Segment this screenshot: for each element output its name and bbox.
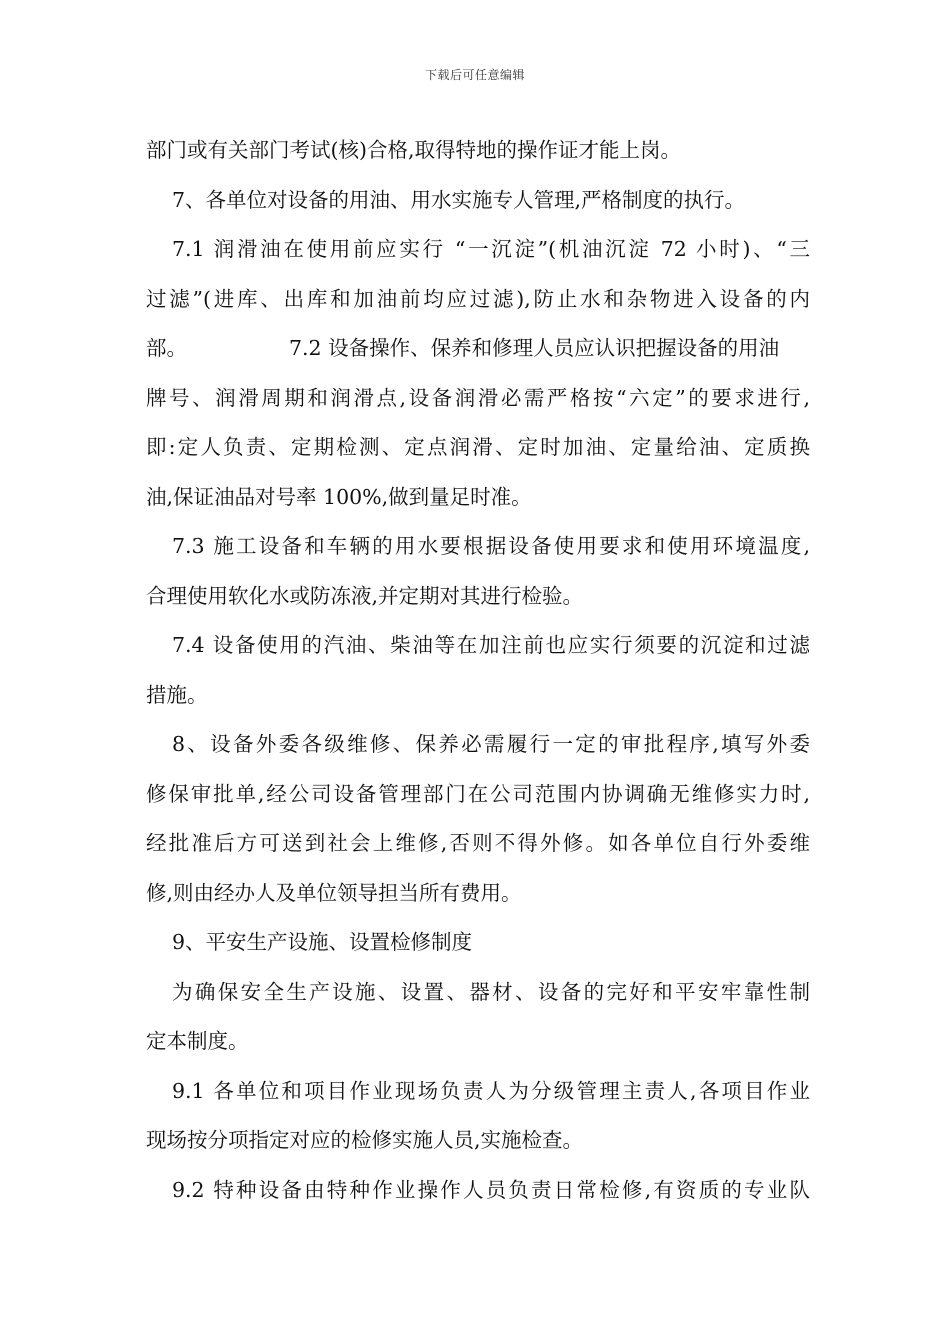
text-line: 8、设备外委各级维修、保养必需履行一定的审批程序,填写外委 (172, 732, 810, 756)
text-segment: 部。 (146, 336, 187, 360)
text-line: 合理使用软化水或防冻液,并定期对其进行检验。 (146, 583, 584, 608)
text-line: 修,则由经办人及单位领导担当所有费用。 (146, 880, 522, 905)
text-line: 9、平安生产设施、设置检修制度 (172, 930, 473, 954)
text-line: 7.4 设备使用的汽油、柴油等在加注前也应实行须要的沉淀和过滤 (172, 633, 810, 657)
text-segment: 7.2 设备操作、保养和修理人员应认识把握设备的用油 (289, 336, 780, 360)
text-line: 9.2 特种设备由特种作业操作人员负责日常检修,有资质的专业队 (172, 1177, 810, 1202)
text-line: 部门或有关部门考试(核)合格,取得特地的操作证才能上岗。 (146, 138, 682, 162)
text-line: 现场按分项指定对应的检修实施人员,实施检查。 (146, 1128, 584, 1152)
text-line: 9.1 各单位和项目作业现场负责人为分级管理主责人,各项目作业 (172, 1078, 810, 1103)
text-line: 7.1 润滑油在使用前应实行 “一沉淀”(机油沉淀 72 小时)、“三 (172, 237, 810, 261)
text-line: 经批准后方可送到社会上维修,否则不得外修。如各单位自行外委维 (146, 831, 810, 855)
text-line: 定本制度。 (146, 1029, 249, 1053)
document-body (146, 126, 810, 1215)
text-line: 修保审批单,经公司设备管理部门在公司范围内协调确无维修实力时, (146, 781, 810, 806)
text-line: 7、各单位对设备的用油、用水实施专人管理,严格制度的执行。 (172, 187, 746, 212)
text-line: 为确保安全生产设施、设置、器材、设备的完好和平安牢靠性制 (172, 979, 810, 1004)
page-header: 下载后可任意编辑 (424, 68, 525, 82)
text-line: 7.3 施工设备和车辆的用水要根据设备使用要求和使用环境温度, (172, 534, 810, 558)
text-line: 措施。 (146, 682, 208, 707)
text-line: 油,保证油品对号率 100%,做到量足时准。 (146, 484, 532, 509)
text-line: 过滤”(进库、出库和加油前均应过滤),防止水和杂物进入设备的内 (146, 286, 810, 311)
text-line-pair (146, 324, 810, 374)
text-line: 即:定人负责、定期检测、定点润滑、定时加油、定量给油、定质换 (146, 435, 810, 459)
text-line: 牌号、润滑周期和润滑点,设备润滑必需严格按“六定”的要求进行, (146, 385, 810, 410)
